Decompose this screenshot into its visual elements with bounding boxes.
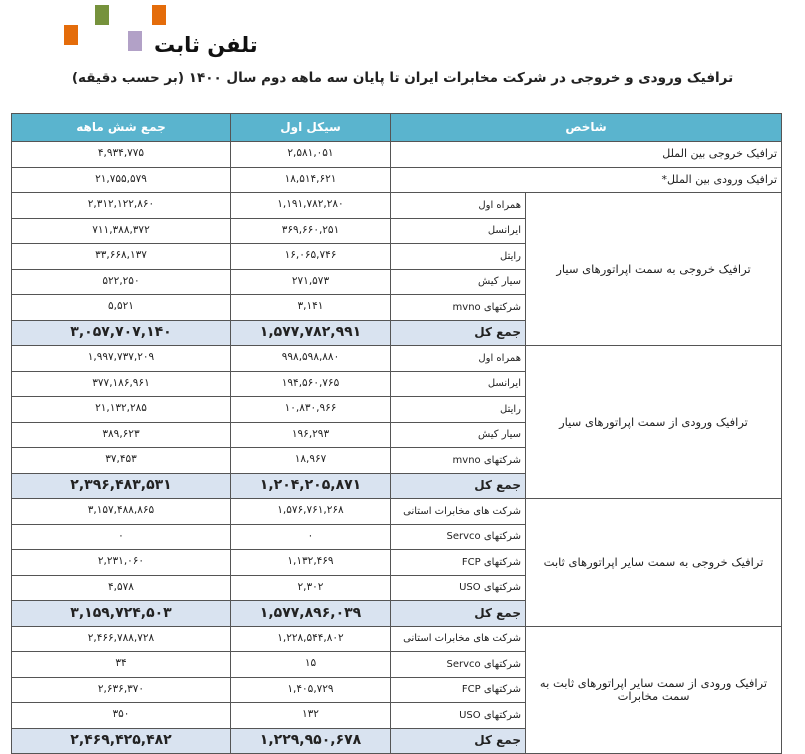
logo-square-green [95, 5, 109, 25]
first-cycle-cell: ۳۶۹,۶۶۰,۲۵۱ [231, 218, 391, 244]
total-cell: ۳,۱۵۷,۴۸۸,۸۶۵ [12, 499, 231, 525]
group-total-sum: ۲,۴۶۹,۴۲۵,۴۸۲ [12, 728, 231, 754]
table-row [12, 346, 782, 372]
first-cycle-cell: ۱,۵۷۶,۷۶۱,۲۶۸ [231, 499, 391, 525]
group-total-label: جمع کل [391, 473, 526, 499]
first-cycle-cell: ۱,۱۹۱,۷۸۲,۲۸۰ [231, 193, 391, 219]
operator-label: ایرانسل [391, 218, 526, 244]
total-cell: ۲,۴۶۶,۷۸۸,۷۲۸ [12, 626, 231, 652]
total-cell: ۴,۵۷۸ [12, 575, 231, 601]
operator-label: شرکتهای USO [391, 575, 526, 601]
first-cycle-cell: ۱۹۴,۵۶۰,۷۶۵ [231, 371, 391, 397]
operator-label: رایتل [391, 397, 526, 423]
logo-square-lavender [128, 31, 142, 51]
operator-label: شرکت های مخابرات استانی [391, 626, 526, 652]
operator-label: رایتل [391, 244, 526, 270]
header-total: جمع شش ماهه [12, 114, 231, 142]
header-first-cycle: سیکل اول [231, 114, 391, 142]
operator-label: شرکتهای Servco [391, 652, 526, 678]
first-cycle-cell: ۱۹۶,۲۹۳ [231, 422, 391, 448]
operator-label: سیار کیش [391, 422, 526, 448]
table-row [12, 626, 782, 652]
operator-label: شرکتهای USO [391, 703, 526, 729]
first-cycle-cell: ۱۶,۰۶۵,۷۴۶ [231, 244, 391, 270]
total-cell: ۲,۲۳۱,۰۶۰ [12, 550, 231, 576]
brand-title: تلفن ثابت [154, 33, 258, 57]
group-label: ترافیک ورودی از سمت اپراتورهای سیار [526, 346, 782, 499]
operator-label: شرکتهای FCP [391, 550, 526, 576]
table-row [12, 499, 782, 525]
group-total-first-cycle: ۱,۲۲۹,۹۵۰,۶۷۸ [231, 728, 391, 754]
group-total-label: جمع کل [391, 601, 526, 627]
operator-label: همراه اول [391, 193, 526, 219]
total-cell: ۷۱۱,۳۸۸,۳۷۲ [12, 218, 231, 244]
total-cell: ۱,۹۹۷,۷۳۷,۲۰۹ [12, 346, 231, 372]
page-title: ترافیک ورودی و خروجی در شرکت مخابرات ایران تا پایان سه ماهه دوم سال ۱۴۰۰ (بر حسب دقیقه) [71, 70, 734, 86]
first-cycle-cell: ۱۰,۸۳۰,۹۶۶ [231, 397, 391, 423]
first-cycle-cell: ۰ [231, 524, 391, 550]
first-cycle-cell: ۱۳۲ [231, 703, 391, 729]
total-cell: ۳۸۹,۶۲۳ [12, 422, 231, 448]
group-total-first-cycle: ۱,۲۰۴,۲۰۵,۸۷۱ [231, 473, 391, 499]
total-cell: ۳۷,۴۵۳ [12, 448, 231, 474]
group-total-sum: ۲,۳۹۶,۴۸۳,۵۳۱ [12, 473, 231, 499]
total-cell: ۲۱,۱۳۲,۲۸۵ [12, 397, 231, 423]
table-header-row [12, 114, 782, 142]
first-cycle-cell: ۲,۳۰۲ [231, 575, 391, 601]
first-cycle-cell: ۱۵ [231, 652, 391, 678]
operator-label: شرکتهای mvno [391, 295, 526, 321]
first-cycle-cell: ۹۹۸,۵۹۸,۸۸۰ [231, 346, 391, 372]
table-row [12, 142, 782, 168]
first-cycle-cell: ۱,۴۰۵,۷۲۹ [231, 677, 391, 703]
table-row [12, 167, 782, 193]
header-index: شاخص [391, 114, 782, 142]
row-label: ترافیک ورودی بین الملل* [391, 167, 782, 193]
first-cycle-cell: ۲,۵۸۱,۰۵۱ [231, 142, 391, 168]
total-cell: ۰ [12, 524, 231, 550]
operator-label: ایرانسل [391, 371, 526, 397]
group-total-first-cycle: ۱,۵۷۷,۸۹۶,۰۳۹ [231, 601, 391, 627]
group-label: ترافیک ورودی از سمت سایر اپراتورهای ثابت به سمت مخابرات [526, 626, 782, 754]
total-cell: ۲,۶۳۶,۳۷۰ [12, 677, 231, 703]
row-label: ترافیک خروجی بین الملل [391, 142, 782, 168]
total-cell: ۳۴ [12, 652, 231, 678]
first-cycle-cell: ۱,۱۳۲,۴۶۹ [231, 550, 391, 576]
logo-square-orange-right [152, 5, 166, 25]
table-row [12, 193, 782, 219]
total-cell: ۳۳,۶۶۸,۱۳۷ [12, 244, 231, 270]
total-cell: ۴,۹۳۴,۷۷۵ [12, 142, 231, 168]
first-cycle-cell: ۱۸,۹۶۷ [231, 448, 391, 474]
group-label: ترافیک خروجی به سمت سایر اپراتورهای ثابت [526, 499, 782, 627]
operator-label: شرکتهای mvno [391, 448, 526, 474]
first-cycle-cell: ۲۷۱,۵۷۳ [231, 269, 391, 295]
total-cell: ۳۵۰ [12, 703, 231, 729]
operator-label: شرکت های مخابرات استانی [391, 499, 526, 525]
operator-label: شرکتهای FCP [391, 677, 526, 703]
group-total-label: جمع کل [391, 728, 526, 754]
operator-label: شرکتهای Servco [391, 524, 526, 550]
traffic-table [11, 113, 782, 754]
total-cell: ۵۲۲,۲۵۰ [12, 269, 231, 295]
first-cycle-cell: ۱,۲۲۸,۵۴۴,۸۰۲ [231, 626, 391, 652]
group-total-label: جمع کل [391, 320, 526, 346]
total-cell: ۳۷۷,۱۸۶,۹۶۱ [12, 371, 231, 397]
operator-label: سیار کیش [391, 269, 526, 295]
group-total-sum: ۳,۰۵۷,۷۰۷,۱۴۰ [12, 320, 231, 346]
first-cycle-cell: ۱۸,۵۱۴,۶۲۱ [231, 167, 391, 193]
group-total-first-cycle: ۱,۵۷۷,۷۸۲,۹۹۱ [231, 320, 391, 346]
total-cell: ۵,۵۲۱ [12, 295, 231, 321]
group-label: ترافیک خروجی به سمت اپراتورهای سیار [526, 193, 782, 346]
first-cycle-cell: ۳,۱۴۱ [231, 295, 391, 321]
logo-square-orange-left [64, 25, 78, 45]
total-cell: ۲۱,۷۵۵,۵۷۹ [12, 167, 231, 193]
operator-label: همراه اول [391, 346, 526, 372]
total-cell: ۲,۳۱۲,۱۲۲,۸۶۰ [12, 193, 231, 219]
group-total-sum: ۳,۱۵۹,۷۲۴,۵۰۳ [12, 601, 231, 627]
